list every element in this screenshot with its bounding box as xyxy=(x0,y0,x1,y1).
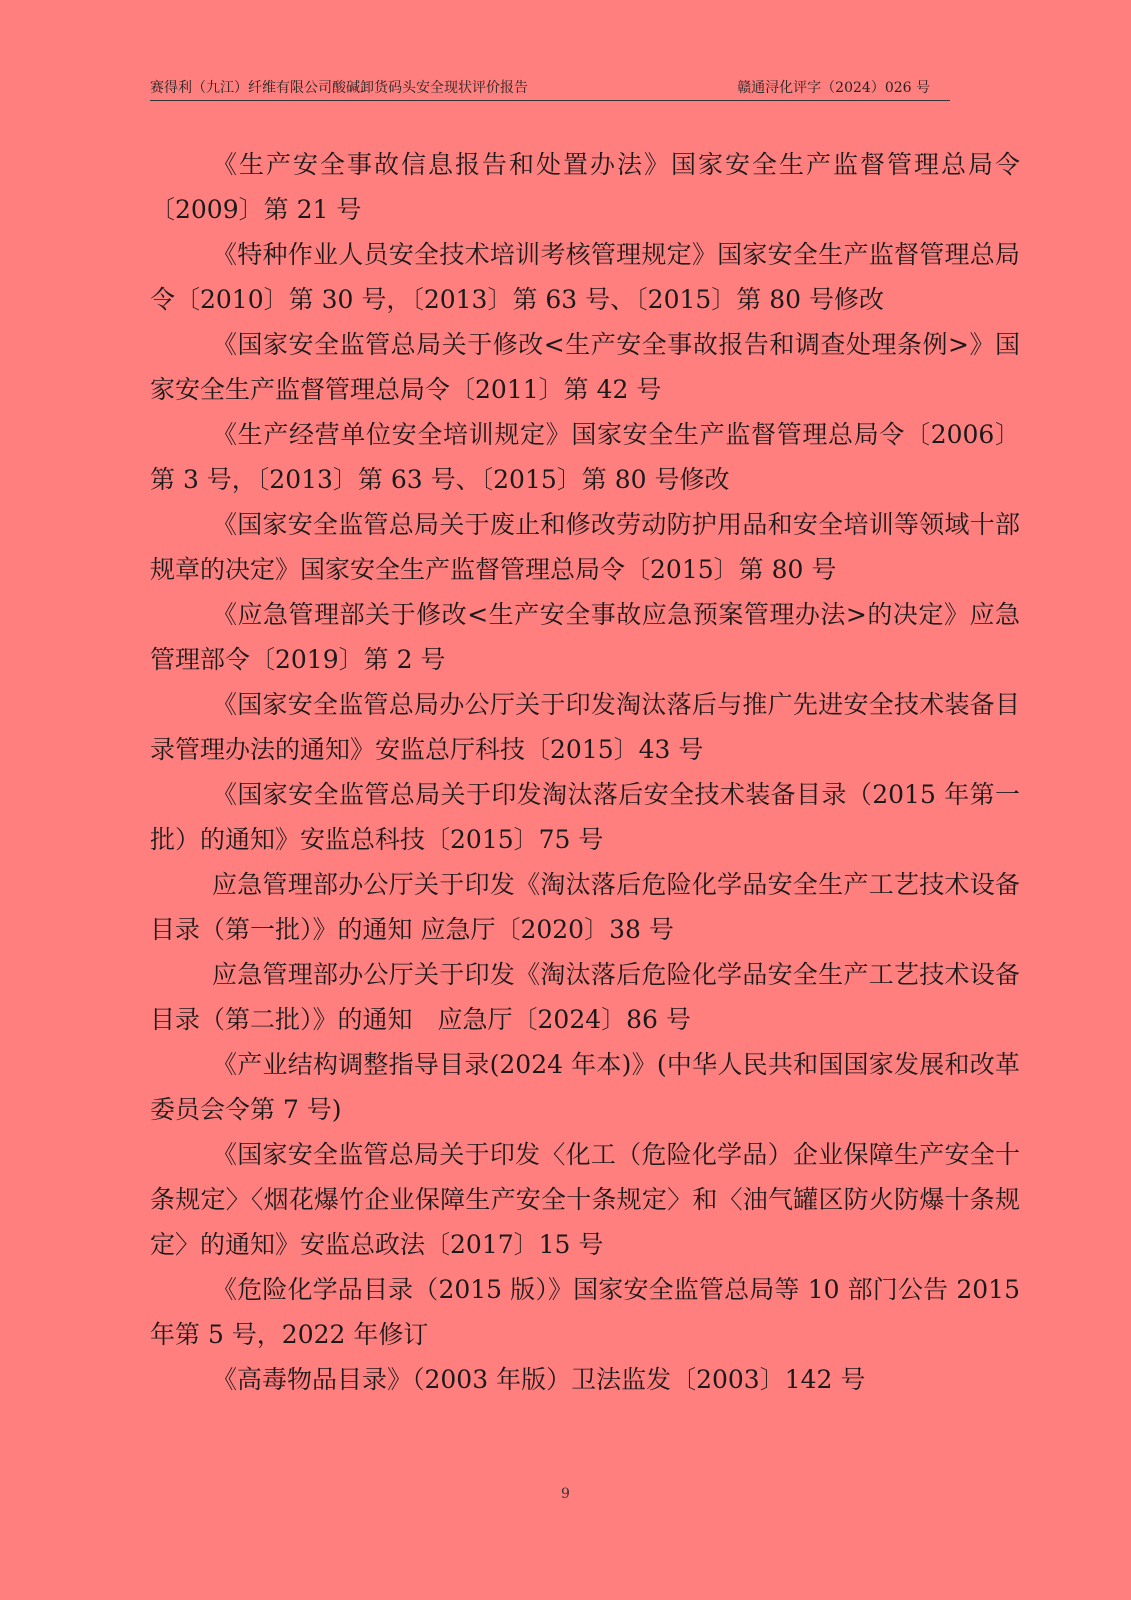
regulation-item: 《国家安全监管总局关于废止和修改劳动防护用品和安全培训等领域十部规章的决定》国家安全生产监督管理总局令〔2015〕第 80 号 xyxy=(150,510,1020,584)
regulation-item: 应急管理部办公厅关于印发《淘汰落后危险化学品安全生产工艺技术设备目录（第一批）》的通知 应急厅〔2020〕38 号 xyxy=(150,870,1020,944)
regulation-item: 《生产安全事故信息报告和处置办法》国家安全生产监督管理总局令〔2009〕第 21 号 xyxy=(150,150,1020,224)
report-title: 赛得利（九江）纤维有限公司酸碱卸货码头安全现状评价报告 xyxy=(150,80,528,96)
report-number: 赣通浔化评字（2024）026 号 xyxy=(737,80,930,96)
regulation-list xyxy=(150,142,1020,1402)
regulation-item: 《国家安全监管总局办公厅关于印发淘汰落后与推广先进安全技术装备目录管理办法的通知》安监总厅科技〔2015〕43 号 xyxy=(150,690,1020,764)
regulation-item: 应急管理部办公厅关于印发《淘汰落后危险化学品安全生产工艺技术设备目录（第二批）》的通知 应急厅〔2024〕86 号 xyxy=(150,960,1020,1034)
regulation-item: 《应急管理部关于修改<生产安全事故应急预案管理办法>的决定》应急管理部令〔2019〕第 2 号 xyxy=(150,600,1020,674)
regulation-item: 《国家安全监管总局关于修改<生产安全事故报告和调查处理条例>》国家安全生产监督管理总局令〔2011〕第 42 号 xyxy=(150,330,1020,404)
regulation-item: 《高毒物品目录》（2003 年版）卫法监发〔2003〕142 号 xyxy=(212,1365,866,1394)
regulation-item: 《危险化学品目录（2015 版）》国家安全监管总局等 10 部门公告 2015 年第 5 号，2022 年修订 xyxy=(150,1275,1020,1349)
page-header xyxy=(150,78,950,101)
page-number: 9 xyxy=(561,1486,570,1502)
regulation-item: 《国家安全监管总局关于印发淘汰落后安全技术装备目录（2015 年第一批）的通知》安监总科技〔2015〕75 号 xyxy=(150,780,1020,854)
regulation-item: 《国家安全监管总局关于印发〈化工（危险化学品）企业保障生产安全十条规定〉〈烟花爆竹企业保障生产安全十条规定〉和〈油气罐区防火防爆十条规定〉的通知》安监总政法〔2017〕15 号 xyxy=(150,1140,1020,1259)
regulation-item: 《特种作业人员安全技术培训考核管理规定》国家安全生产监督管理总局令〔2010〕第 30 号，〔2013〕第 63 号、〔2015〕第 80 号修改 xyxy=(150,240,1020,314)
regulation-item: 《生产经营单位安全培训规定》国家安全生产监督管理总局令〔2006〕第 3 号，〔2013〕第 63 号、〔2015〕第 80 号修改 xyxy=(150,420,1020,494)
regulation-item: 《产业结构调整指导目录(2024 年本)》(中华人民共和国国家发展和改革委员会令第 7 号) xyxy=(150,1050,1020,1124)
